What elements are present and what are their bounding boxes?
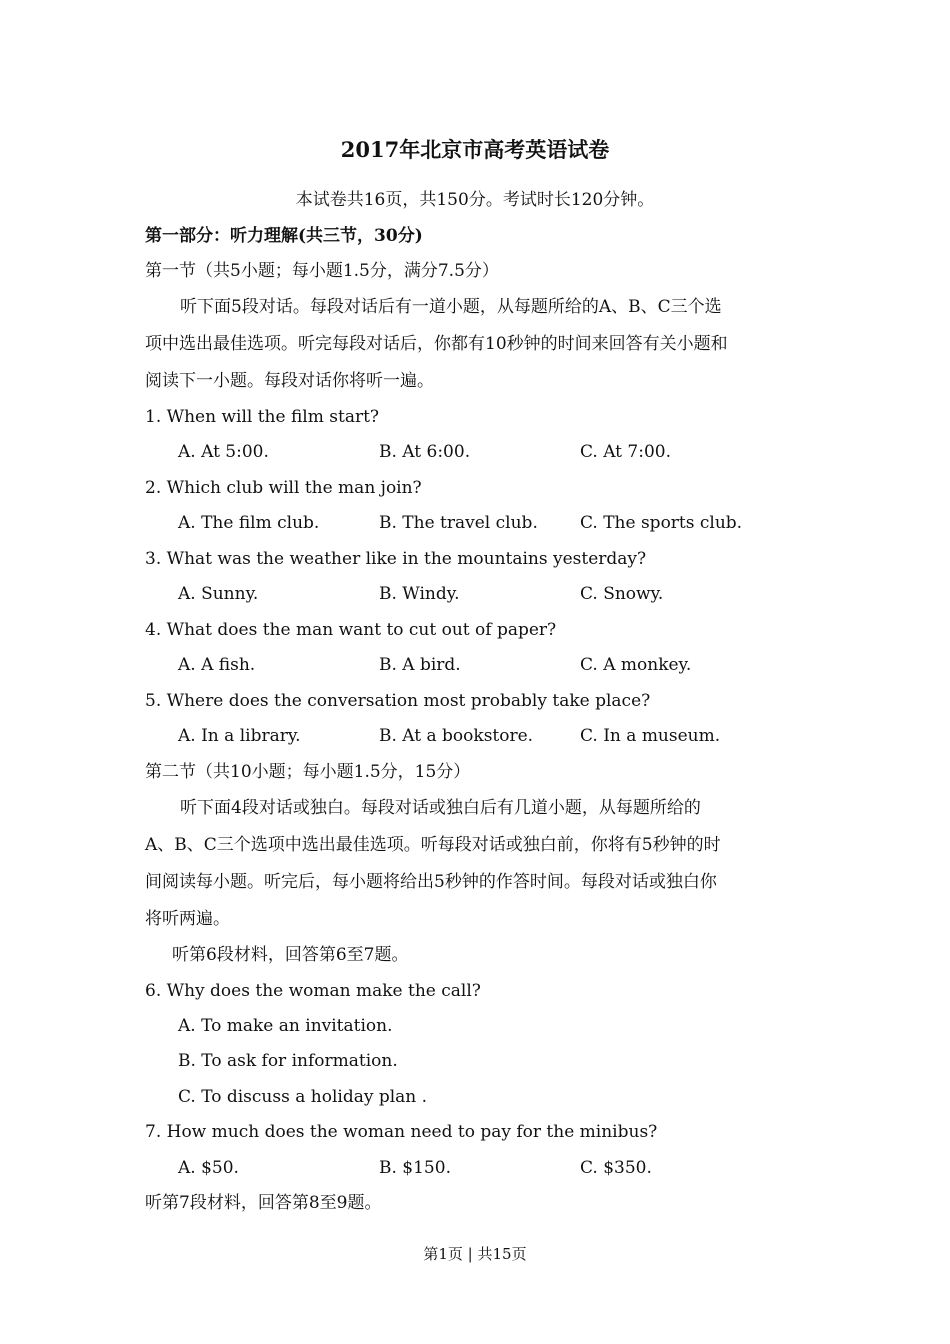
question-3: 3. What was the weather like in the mountains yesterday? <box>145 549 647 569</box>
section2-instruction-line: 间阅读每小题。听完后，每小题将给出5秒钟的作答时间。每段对话或独白你 <box>145 872 717 892</box>
option-5a: A. In a library. <box>178 726 301 746</box>
question-2: 2. Which club will the man join? <box>145 478 422 498</box>
material-7-note: 听第7段材料，回答第8至9题。 <box>145 1193 382 1213</box>
section1-instruction-line: 阅读下一小题。每段对话你将听一遍。 <box>145 371 434 391</box>
option-6b: B. To ask for information. <box>178 1051 398 1071</box>
section2-instruction-line: 将听两遍。 <box>145 909 230 929</box>
part1-heading: 第一部分：听力理解(共三节，30分) <box>145 226 423 246</box>
question-6: 6. Why does the woman make the call? <box>145 981 481 1001</box>
option-4c: C. A monkey. <box>580 655 692 675</box>
option-4a: A. A fish. <box>178 655 256 675</box>
page-footer: 第1页 | 共15页 <box>423 1245 527 1263</box>
exam-subtitle: 本试卷共16页，共150分。考试时长120分钟。 <box>295 190 655 210</box>
option-1b: B. At 6:00. <box>379 442 471 462</box>
section2-instruction-line: A、B、C三个选项中选出最佳选项。听每段对话或独白前，你将有5秒钟的时 <box>145 835 721 855</box>
option-6c: C. To discuss a holiday plan . <box>178 1087 428 1107</box>
section1-heading: 第一节（共5小题；每小题1.5分，满分7.5分） <box>145 261 499 281</box>
option-7c: C. $350. <box>580 1158 652 1178</box>
exam-title: 2017年北京市高考英语试卷 <box>340 137 610 162</box>
option-2b: B. The travel club. <box>379 513 538 533</box>
option-2c: C. The sports club. <box>580 513 743 533</box>
option-3a: A. Sunny. <box>178 584 259 604</box>
question-7: 7. How much does the woman need to pay for the minibus? <box>145 1122 658 1142</box>
option-7a: A. $50. <box>178 1158 239 1178</box>
section1-instruction-line: 项中选出最佳选项。听完每段对话后，你都有10秒钟的时间来回答有关小题和 <box>145 334 728 354</box>
option-3c: C. Snowy. <box>580 584 664 604</box>
option-5c: C. In a museum. <box>580 726 721 746</box>
section1-instruction-line: 听下面5段对话。每段对话后有一道小题，从每题所给的A、B、C三个选 <box>180 297 722 317</box>
section2-instruction-line: 听下面4段对话或独白。每段对话或独白后有几道小题，从每题所给的 <box>180 798 701 818</box>
option-6a: A. To make an invitation. <box>178 1016 393 1036</box>
option-5b: B. At a bookstore. <box>379 726 534 746</box>
question-4: 4. What does the man want to cut out of paper? <box>145 620 557 640</box>
question-1: 1. When will the film start? <box>145 407 380 427</box>
section2-heading: 第二节（共10小题；每小题1.5分，15分） <box>145 762 471 782</box>
option-3b: B. Windy. <box>379 584 460 604</box>
question-5: 5. Where does the conversation most probably take place? <box>145 691 651 711</box>
option-1a: A. At 5:00. <box>178 442 269 462</box>
option-2a: A. The film club. <box>178 513 320 533</box>
option-1c: C. At 7:00. <box>580 442 672 462</box>
option-4b: B. A bird. <box>379 655 461 675</box>
material-6-note: 听第6段材料，回答第6至7题。 <box>172 945 409 965</box>
option-7b: B. $150. <box>379 1158 451 1178</box>
